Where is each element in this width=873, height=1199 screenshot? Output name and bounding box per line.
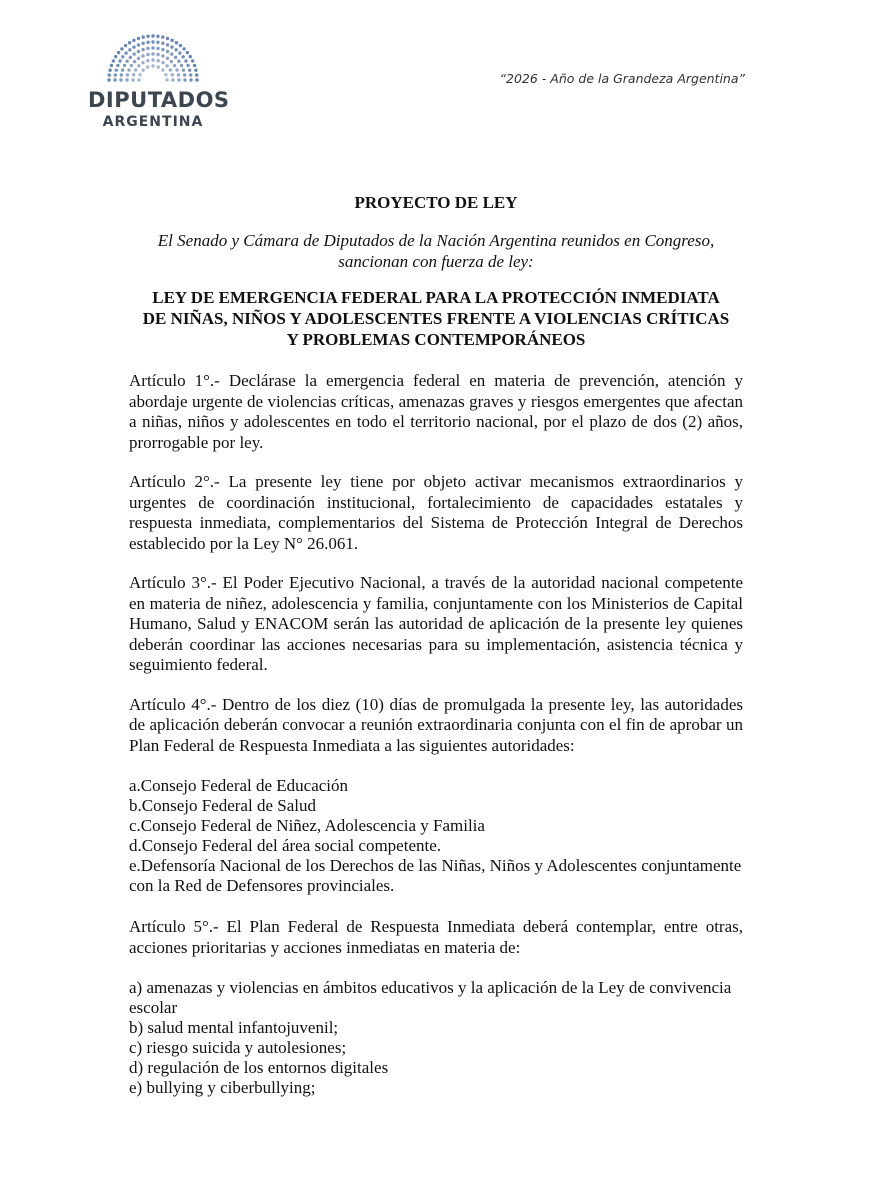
- logo-dot: [128, 41, 131, 44]
- logo-dot: [146, 35, 149, 38]
- logo-dot: [166, 57, 169, 60]
- logo-dot: [141, 42, 144, 45]
- logo-dot: [137, 57, 140, 60]
- logo-dot: [195, 73, 198, 76]
- logo-dot: [183, 78, 186, 81]
- logo-dot: [151, 46, 154, 49]
- logo-dot: [166, 43, 169, 46]
- logo-dot: [137, 43, 140, 46]
- logo-dot: [156, 35, 159, 38]
- list-item: d) regulación de los entornos digitales: [129, 1058, 389, 1077]
- logo-dot: [146, 41, 149, 44]
- logo-dot: [126, 73, 129, 76]
- logo-dot: [171, 78, 174, 81]
- logo-dot: [156, 53, 159, 56]
- logo-dot: [170, 39, 173, 42]
- logo-dot: [166, 50, 169, 53]
- list-item: c.Consejo Federal de Niñez, Adolescencia y Familia: [129, 816, 485, 835]
- logo-dot: [116, 64, 119, 67]
- hemicycle-icon: [102, 30, 204, 82]
- logo-dot: [156, 59, 159, 62]
- list-item: d.Consejo Federal del área social competente.: [129, 836, 442, 855]
- logo-dot: [174, 56, 177, 59]
- logo-dot: [169, 68, 172, 71]
- logo-dot: [170, 45, 173, 48]
- logo-dot: [151, 58, 154, 61]
- law-title-line3: Y PROBLEMAS CONTEMPORÁNEOS: [286, 330, 586, 349]
- logo-dot: [141, 61, 144, 64]
- logo-dot: [124, 51, 127, 54]
- law-title-line1: LEY DE EMERGENCIA FEDERAL PARA LA PROTECCIÓN INMEDIATA: [152, 288, 720, 307]
- logo-dot: [177, 59, 180, 62]
- logo-dot: [175, 68, 178, 71]
- logo-dot: [182, 47, 185, 50]
- logo-dot: [173, 64, 176, 67]
- logo-dot: [182, 68, 185, 71]
- article-1: Artículo 1°.- Declárase la emergencia federal en materia de prevención, atención y abordaje urgente de violencias críticas, amenazas graves y riesgos emergentes que afectan a niñas, niños y adolescentes en todo el territorio nacional, por el plazo de dos (2) años, prorrogable por ley.: [129, 371, 743, 452]
- logo-dot: [112, 59, 115, 62]
- logo-dot: [165, 78, 168, 81]
- diputados-logo: [88, 30, 230, 130]
- logo-dot: [133, 60, 136, 63]
- logo-dot: [161, 61, 164, 64]
- logo-dot: [191, 59, 194, 62]
- year-motto: “2026 - Año de la Grandeza Argentina”: [499, 71, 745, 86]
- logo-dot: [125, 59, 128, 62]
- logo-dot: [132, 45, 135, 48]
- logo-dot: [123, 64, 126, 67]
- logo-dot: [175, 41, 178, 44]
- law-title-line2: DE NIÑAS, NIÑOS Y ADOLESCENTES FRENTE A VIOLENCIAS CRÍTICAS: [142, 309, 730, 328]
- logo-dot: [115, 68, 118, 71]
- logo-dot: [107, 78, 110, 81]
- logo-dot: [108, 73, 111, 76]
- logo-dot: [189, 55, 192, 58]
- logo-dot: [171, 73, 174, 76]
- logo-dot: [118, 59, 121, 62]
- logo-dot: [131, 78, 134, 81]
- logo-dot: [129, 56, 132, 59]
- logo-dot: [128, 48, 131, 51]
- logo-dot: [165, 64, 168, 67]
- logo-dot: [151, 40, 154, 43]
- logo-dot: [134, 68, 137, 71]
- logo-dot: [146, 47, 149, 50]
- list-item: a.Consejo Federal de Educación: [129, 776, 349, 795]
- logo-dot: [132, 39, 135, 42]
- logo-title: DIPUTADOS: [88, 88, 230, 112]
- logo-dot: [110, 64, 113, 67]
- logo-dot: [125, 78, 128, 81]
- logo-dot: [132, 73, 135, 76]
- logo-dot: [177, 78, 180, 81]
- logo-dot: [113, 78, 116, 81]
- enacting-formula: [129, 230, 743, 272]
- logo-dot: [189, 73, 192, 76]
- logo-dot: [180, 64, 183, 67]
- logo-dot: [161, 42, 164, 45]
- logo-dot: [137, 78, 140, 81]
- logo-dot: [146, 59, 149, 62]
- logo-dot: [151, 34, 154, 37]
- law-title: [129, 287, 743, 350]
- article-4-list: [129, 776, 743, 896]
- logo-dot: [142, 35, 145, 38]
- logo-dot: [161, 35, 164, 38]
- logo-dot: [114, 55, 117, 58]
- logo-dot: [120, 73, 123, 76]
- logo-dot: [120, 47, 123, 50]
- logo-dot: [178, 51, 181, 54]
- list-item: e) bullying y ciberbullying;: [129, 1078, 316, 1097]
- logo-dot: [193, 64, 196, 67]
- logo-dot: [146, 65, 149, 68]
- logo-dot: [164, 73, 167, 76]
- logo-dot: [141, 48, 144, 51]
- list-item: c) riesgo suicida y autolesiones;: [129, 1038, 347, 1057]
- list-item: a) amenazas y violencias en ámbitos educativos y la aplicación de la Ley de convivencia escolar: [129, 978, 732, 1017]
- article-2: Artículo 2°.- La presente ley tiene por objeto activar mecanismos extraordinarios y urgentes de coordinación institucional, fortalecimiento de capacidades estatales y respuesta inmediata, complementarios del Sistema de Protección Integral de Derechos establecido por la Ley N° 26.061.: [129, 472, 743, 553]
- logo-dot: [157, 65, 160, 68]
- logo-dot: [174, 48, 177, 51]
- logo-dot: [119, 78, 122, 81]
- logo-dot: [108, 69, 111, 72]
- logo-dot: [194, 69, 197, 72]
- logo-dot: [146, 53, 149, 56]
- list-item: e.Defensoría Nacional de los Derechos de las Niñas, Niños y Adolescentes conjuntamente con la Red de Defensores provinciales.: [129, 856, 742, 895]
- logo-dot: [137, 50, 140, 53]
- logo-dot: [132, 52, 135, 55]
- logo-dot: [121, 68, 124, 71]
- article-4: Artículo 4°.- Dentro de los diez (10) días de promulgada la presente ley, las autoridades de aplicación deberán convocar a reunión extraordinaria conjunta con el fin de aprobar un Plan Federal de Respuesta Inmediata a las siguientes autoridades:: [129, 694, 743, 755]
- logo-dot: [177, 73, 180, 76]
- logo-dot: [151, 64, 154, 67]
- logo-dot: [130, 64, 133, 67]
- document-type: PROYECTO DE LEY: [354, 193, 518, 212]
- logo-dot: [156, 47, 159, 50]
- list-item: b.Consejo Federal de Salud: [129, 796, 316, 815]
- article-3: Artículo 3°.- El Poder Ejecutivo Nacional, a través de la autoridad nacional competente en materia de niñez, adolescencia y familia, conjuntamente con los Ministerios de Capital Humano, Salud y ENACOM serán las autoridad de aplicación de la presente ley quienes deberán coordinar las acciones necesarias para su implementación, asistencia técnica y seguimiento federal.: [129, 573, 743, 674]
- logo-dot: [151, 52, 154, 55]
- logo-dot: [127, 68, 130, 71]
- enacting-formula-line2: sancionan con fuerza de ley:: [338, 252, 534, 271]
- logo-dot: [188, 68, 191, 71]
- logo-dot: [179, 44, 182, 47]
- article-5-list: [129, 978, 743, 1098]
- logo-dot: [166, 37, 169, 40]
- logo-dot: [156, 41, 159, 44]
- logo-dot: [184, 59, 187, 62]
- logo-dot: [195, 78, 198, 81]
- logo-dot: [161, 68, 164, 71]
- logo-dot: [189, 78, 192, 81]
- logo-dot: [114, 73, 117, 76]
- logo-dot: [137, 64, 140, 67]
- logo-dot: [170, 60, 173, 63]
- logo-dot: [161, 48, 164, 51]
- list-item: b) salud mental infantojuvenil;: [129, 1018, 339, 1037]
- logo-dot: [117, 51, 120, 54]
- logo-dot: [181, 55, 184, 58]
- enacting-formula-line1: El Senado y Cámara de Diputados de la Nación Argentina reunidos en Congreso,: [157, 231, 715, 250]
- logo-dot: [161, 54, 164, 57]
- logo-dot: [183, 73, 186, 76]
- logo-subtitle: ARGENTINA: [102, 114, 204, 130]
- logo-dot: [137, 37, 140, 40]
- logo-dot: [186, 51, 189, 54]
- logo-dot: [186, 64, 189, 67]
- article-5: Artículo 5°.- El Plan Federal de Respuesta Inmediata deberá contemplar, entre otras, acciones prioritarias y acciones inmediatas en materia de:: [129, 917, 743, 957]
- logo-dot: [141, 54, 144, 57]
- logo-dot: [121, 55, 124, 58]
- logo-dot: [141, 68, 144, 71]
- logo-dot: [138, 73, 141, 76]
- document-body: [129, 192, 743, 1098]
- logo-dot: [170, 52, 173, 55]
- logo-dot: [124, 44, 127, 47]
